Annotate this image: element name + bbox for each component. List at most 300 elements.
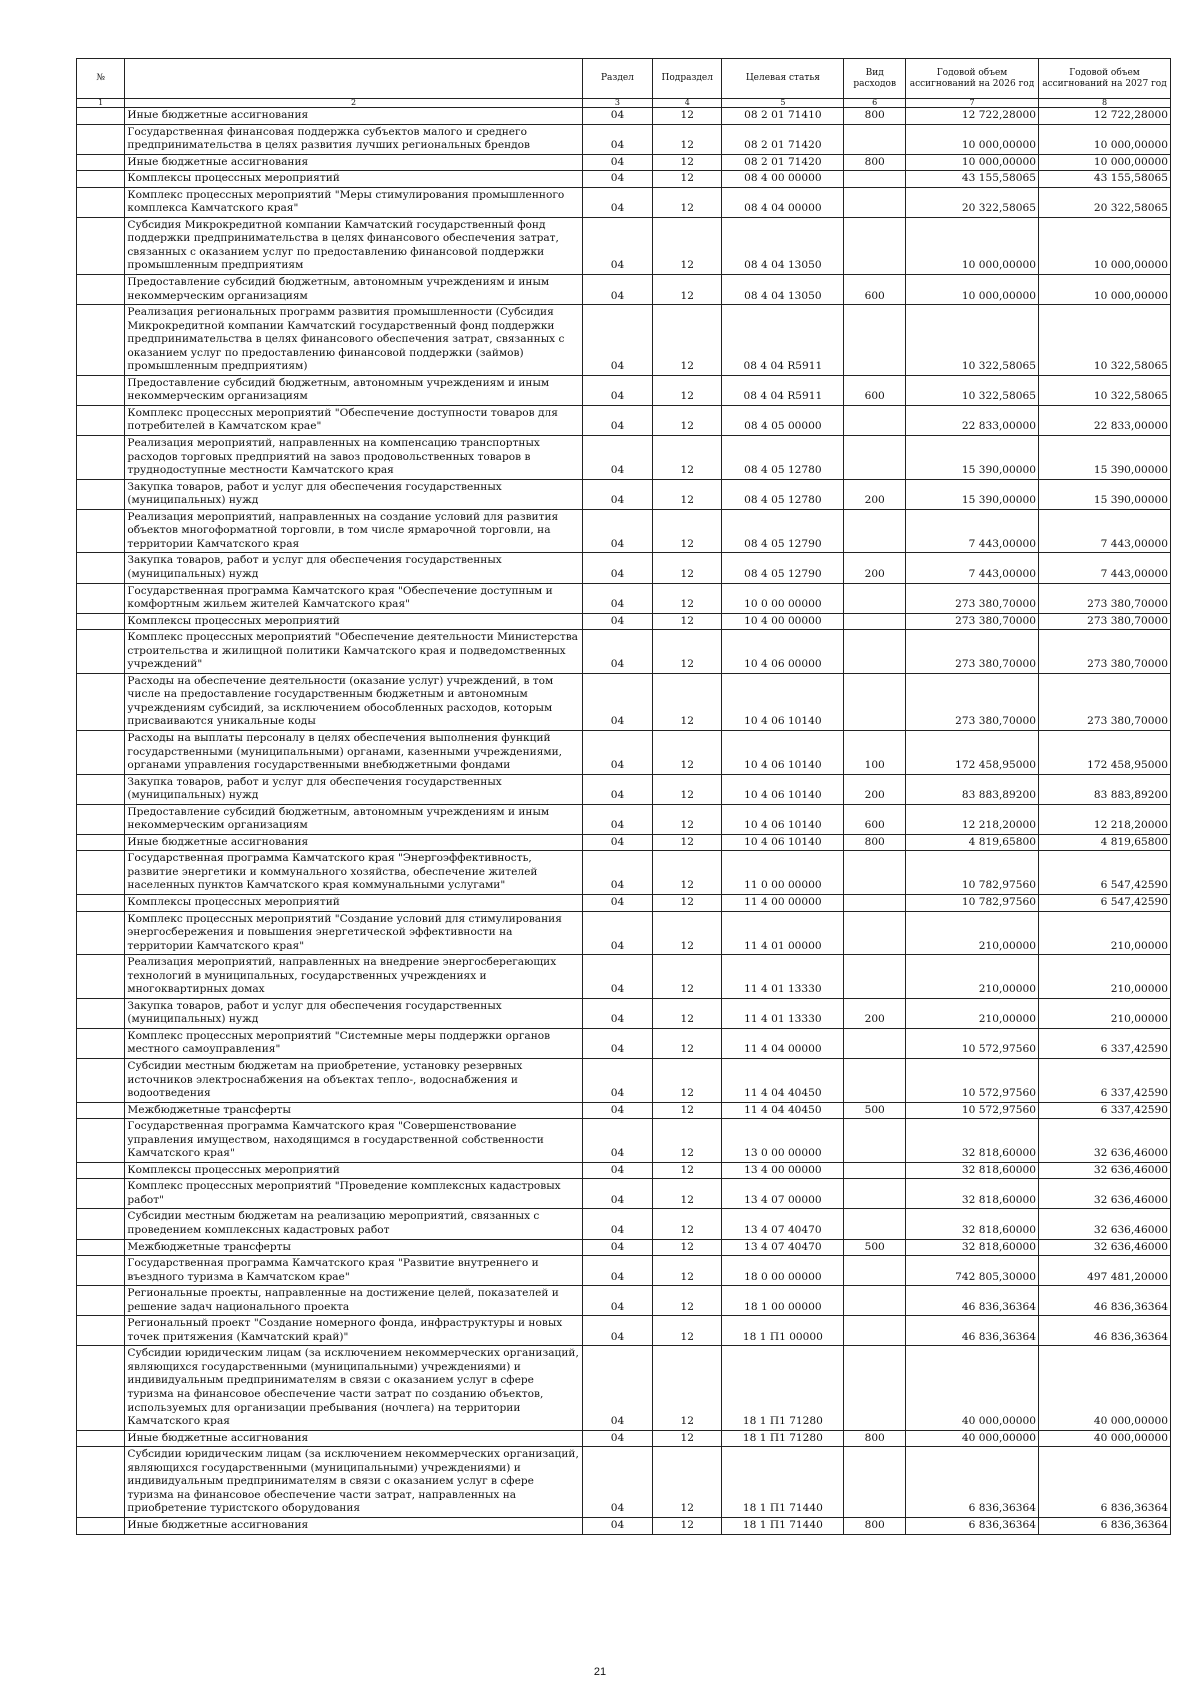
row-index xyxy=(77,1209,125,1239)
row-expense-type xyxy=(844,1346,906,1430)
row-podrazdel: 12 xyxy=(653,1447,722,1518)
row-volume-2027: 10 322,58065 xyxy=(1039,375,1171,405)
table-header-row xyxy=(77,59,1171,99)
table-row xyxy=(77,1447,1171,1518)
row-podrazdel: 12 xyxy=(653,774,722,804)
row-target-article: 18 1 П1 00000 xyxy=(722,1316,844,1346)
row-razdel: 04 xyxy=(582,630,652,674)
row-index xyxy=(77,217,125,274)
row-volume-2026: 6 836,36364 xyxy=(905,1517,1038,1534)
row-podrazdel: 12 xyxy=(653,171,722,188)
header-name xyxy=(125,59,582,99)
row-index xyxy=(77,774,125,804)
row-volume-2026: 6 836,36364 xyxy=(905,1447,1038,1518)
row-index xyxy=(77,1517,125,1534)
row-target-article: 18 1 00 00000 xyxy=(722,1286,844,1316)
row-expense-type: 800 xyxy=(844,154,906,171)
table-row xyxy=(77,673,1171,730)
row-volume-2026: 10 322,58065 xyxy=(905,375,1038,405)
row-volume-2026: 12 722,28000 xyxy=(905,108,1038,125)
row-expense-type xyxy=(844,124,906,154)
row-volume-2026: 20 322,58065 xyxy=(905,187,1038,217)
row-razdel: 04 xyxy=(582,1028,652,1058)
row-volume-2026: 10 322,58065 xyxy=(905,305,1038,376)
row-razdel: 04 xyxy=(582,405,652,435)
row-volume-2027: 6 337,42590 xyxy=(1039,1102,1171,1119)
row-index xyxy=(77,1059,125,1103)
table-row xyxy=(77,1162,1171,1179)
row-podrazdel: 12 xyxy=(653,1102,722,1119)
row-expense-type xyxy=(844,1179,906,1209)
row-volume-2027: 20 322,58065 xyxy=(1039,187,1171,217)
row-podrazdel: 12 xyxy=(653,851,722,895)
row-expense-type: 500 xyxy=(844,1239,906,1256)
table-row xyxy=(77,851,1171,895)
row-volume-2026: 43 155,58065 xyxy=(905,171,1038,188)
row-volume-2027: 15 390,00000 xyxy=(1039,479,1171,509)
row-volume-2027: 12 218,20000 xyxy=(1039,804,1171,834)
row-razdel: 04 xyxy=(582,305,652,376)
row-podrazdel: 12 xyxy=(653,1346,722,1430)
row-name: Предоставление субсидий бюджетным, автономным учреждениям и иным некоммерческим организациям xyxy=(125,375,582,405)
row-volume-2026: 12 218,20000 xyxy=(905,804,1038,834)
row-name: Комплекс процессных мероприятий "Меры стимулирования промышленного комплекса Камчатского края" xyxy=(125,187,582,217)
row-target-article: 10 4 06 10140 xyxy=(722,804,844,834)
table-body xyxy=(77,108,1171,1535)
table-row xyxy=(77,217,1171,274)
header-volume-2026: Годовой объем ассигнований на 2026 год xyxy=(905,59,1038,99)
row-volume-2027: 6 337,42590 xyxy=(1039,1028,1171,1058)
row-index xyxy=(77,1119,125,1163)
row-podrazdel: 12 xyxy=(653,1119,722,1163)
row-index xyxy=(77,108,125,125)
row-name: Комплекс процессных мероприятий "Проведение комплексных кадастровых работ" xyxy=(125,1179,582,1209)
row-name: Реализация мероприятий, направленных на компенсацию транспортных расходов торговых предприятий на завоз продовольственных товаров в труднодоступные местности Камчатского края xyxy=(125,436,582,480)
row-target-article: 08 4 00 00000 xyxy=(722,171,844,188)
row-volume-2027: 6 547,42590 xyxy=(1039,851,1171,895)
row-index xyxy=(77,1316,125,1346)
row-razdel: 04 xyxy=(582,1162,652,1179)
row-index xyxy=(77,405,125,435)
row-expense-type: 800 xyxy=(844,1517,906,1534)
row-podrazdel: 12 xyxy=(653,1256,722,1286)
header-expense-type: Вид расходов xyxy=(844,59,906,99)
row-expense-type: 200 xyxy=(844,553,906,583)
row-name: Иные бюджетные ассигнования xyxy=(125,1430,582,1447)
row-name: Предоставление субсидий бюджетным, автономным учреждениям и иным некоммерческим организациям xyxy=(125,804,582,834)
row-razdel: 04 xyxy=(582,730,652,774)
table-row xyxy=(77,955,1171,999)
row-volume-2026: 32 818,60000 xyxy=(905,1209,1038,1239)
row-razdel: 04 xyxy=(582,583,652,613)
row-podrazdel: 12 xyxy=(653,154,722,171)
row-name: Комплекс процессных мероприятий "Создание условий для стимулирования энергосбережения и повышения энергетической эффективности на территории Камчатского края" xyxy=(125,911,582,955)
row-expense-type xyxy=(844,509,906,553)
row-expense-type xyxy=(844,187,906,217)
row-target-article: 11 0 00 00000 xyxy=(722,851,844,895)
row-podrazdel: 12 xyxy=(653,834,722,851)
table-row xyxy=(77,1179,1171,1209)
row-podrazdel: 12 xyxy=(653,998,722,1028)
row-podrazdel: 12 xyxy=(653,436,722,480)
row-target-article: 11 4 01 13330 xyxy=(722,998,844,1028)
row-index xyxy=(77,834,125,851)
row-expense-type xyxy=(844,583,906,613)
row-index xyxy=(77,583,125,613)
column-number: 8 xyxy=(1039,99,1171,108)
row-podrazdel: 12 xyxy=(653,124,722,154)
row-podrazdel: 12 xyxy=(653,553,722,583)
row-volume-2027: 12 722,28000 xyxy=(1039,108,1171,125)
row-name: Субсидии местным бюджетам на приобретение, установку резервных источников электроснабжения на объектах тепло-, водоснабжения и водоотведения xyxy=(125,1059,582,1103)
column-number: 5 xyxy=(722,99,844,108)
row-razdel: 04 xyxy=(582,1102,652,1119)
budget-table xyxy=(76,58,1171,1535)
column-number: 7 xyxy=(905,99,1038,108)
page-number: 21 xyxy=(593,1666,607,1678)
row-volume-2027: 10 000,00000 xyxy=(1039,217,1171,274)
row-target-article: 08 4 05 12780 xyxy=(722,479,844,509)
table-row xyxy=(77,154,1171,171)
row-target-article: 11 4 01 13330 xyxy=(722,955,844,999)
table-row xyxy=(77,1256,1171,1286)
row-razdel: 04 xyxy=(582,1517,652,1534)
row-index xyxy=(77,1179,125,1209)
row-volume-2027: 4 819,65800 xyxy=(1039,834,1171,851)
row-volume-2027: 497 481,20000 xyxy=(1039,1256,1171,1286)
row-target-article: 18 1 П1 71280 xyxy=(722,1346,844,1430)
row-razdel: 04 xyxy=(582,1239,652,1256)
row-index xyxy=(77,998,125,1028)
row-volume-2027: 10 000,00000 xyxy=(1039,154,1171,171)
row-volume-2027: 43 155,58065 xyxy=(1039,171,1171,188)
row-podrazdel: 12 xyxy=(653,613,722,630)
row-podrazdel: 12 xyxy=(653,1286,722,1316)
row-podrazdel: 12 xyxy=(653,187,722,217)
row-expense-type xyxy=(844,1256,906,1286)
row-razdel: 04 xyxy=(582,509,652,553)
table-row xyxy=(77,998,1171,1028)
row-volume-2026: 273 380,70000 xyxy=(905,583,1038,613)
row-target-article: 18 1 П1 71440 xyxy=(722,1447,844,1518)
header-no: № xyxy=(77,59,125,99)
row-expense-type xyxy=(844,1286,906,1316)
table-row xyxy=(77,834,1171,851)
row-razdel: 04 xyxy=(582,998,652,1028)
row-expense-type xyxy=(844,1059,906,1103)
row-target-article: 13 4 07 00000 xyxy=(722,1179,844,1209)
row-podrazdel: 12 xyxy=(653,911,722,955)
row-expense-type xyxy=(844,955,906,999)
row-razdel: 04 xyxy=(582,375,652,405)
row-volume-2026: 10 000,00000 xyxy=(905,124,1038,154)
row-target-article: 18 0 00 00000 xyxy=(722,1256,844,1286)
row-expense-type xyxy=(844,1119,906,1163)
row-name: Региональный проект "Создание номерного фонда, инфраструктуры и новых точек притяжения (Камчатский край)" xyxy=(125,1316,582,1346)
row-index xyxy=(77,509,125,553)
row-name: Комплекс процессных мероприятий "Системные меры поддержки органов местного самоуправления" xyxy=(125,1028,582,1058)
row-target-article: 11 4 04 00000 xyxy=(722,1028,844,1058)
row-name: Государственная программа Камчатского края "Энергоэффективность, развитие энергетики и коммунального хозяйства, обеспечение жителей населенных пунктов Камчатского края коммунальными услугами" xyxy=(125,851,582,895)
row-index xyxy=(77,894,125,911)
row-volume-2026: 32 818,60000 xyxy=(905,1239,1038,1256)
row-name: Иные бюджетные ассигнования xyxy=(125,108,582,125)
row-volume-2027: 273 380,70000 xyxy=(1039,630,1171,674)
table-row xyxy=(77,375,1171,405)
row-volume-2027: 273 380,70000 xyxy=(1039,613,1171,630)
row-name: Государственная программа Камчатского края "Развитие внутреннего и въездного туризма в Камчатском крае" xyxy=(125,1256,582,1286)
row-index xyxy=(77,1102,125,1119)
header-razdel: Раздел xyxy=(582,59,652,99)
table-row xyxy=(77,583,1171,613)
row-volume-2026: 210,00000 xyxy=(905,911,1038,955)
row-target-article: 10 4 06 10140 xyxy=(722,673,844,730)
row-podrazdel: 12 xyxy=(653,509,722,553)
row-volume-2026: 10 000,00000 xyxy=(905,217,1038,274)
row-name: Государственная финансовая поддержка субъектов малого и среднего предпринимательства в целях развития лучших региональных брендов xyxy=(125,124,582,154)
row-podrazdel: 12 xyxy=(653,1162,722,1179)
row-volume-2027: 15 390,00000 xyxy=(1039,436,1171,480)
row-razdel: 04 xyxy=(582,851,652,895)
row-volume-2027: 40 000,00000 xyxy=(1039,1430,1171,1447)
row-volume-2026: 10 000,00000 xyxy=(905,154,1038,171)
row-index xyxy=(77,154,125,171)
row-target-article: 18 1 П1 71440 xyxy=(722,1517,844,1534)
row-index xyxy=(77,1256,125,1286)
row-podrazdel: 12 xyxy=(653,1059,722,1103)
row-name: Государственная программа Камчатского края "Обеспечение доступным и комфортным жильем жителей Камчатского края" xyxy=(125,583,582,613)
row-podrazdel: 12 xyxy=(653,479,722,509)
column-number: 2 xyxy=(125,99,582,108)
row-name: Закупка товаров, работ и услуг для обеспечения государственных (муниципальных) нужд xyxy=(125,553,582,583)
row-index xyxy=(77,955,125,999)
row-expense-type xyxy=(844,851,906,895)
row-podrazdel: 12 xyxy=(653,405,722,435)
row-expense-type xyxy=(844,1028,906,1058)
table-row xyxy=(77,911,1171,955)
row-volume-2026: 10 782,97560 xyxy=(905,851,1038,895)
row-index xyxy=(77,673,125,730)
row-index xyxy=(77,1346,125,1430)
row-volume-2027: 40 000,00000 xyxy=(1039,1346,1171,1430)
row-name: Иные бюджетные ассигнования xyxy=(125,154,582,171)
row-name: Иные бюджетные ассигнования xyxy=(125,834,582,851)
row-target-article: 13 4 07 40470 xyxy=(722,1209,844,1239)
column-number-row xyxy=(77,99,1171,108)
row-target-article: 10 4 06 00000 xyxy=(722,630,844,674)
row-target-article: 08 4 04 00000 xyxy=(722,187,844,217)
row-volume-2026: 210,00000 xyxy=(905,998,1038,1028)
row-target-article: 11 4 00 00000 xyxy=(722,894,844,911)
row-volume-2027: 7 443,00000 xyxy=(1039,553,1171,583)
row-podrazdel: 12 xyxy=(653,1517,722,1534)
row-name: Закупка товаров, работ и услуг для обеспечения государственных (муниципальных) нужд xyxy=(125,774,582,804)
table-row xyxy=(77,479,1171,509)
row-volume-2026: 15 390,00000 xyxy=(905,479,1038,509)
row-volume-2026: 40 000,00000 xyxy=(905,1430,1038,1447)
row-razdel: 04 xyxy=(582,171,652,188)
row-index xyxy=(77,124,125,154)
row-volume-2026: 10 782,97560 xyxy=(905,894,1038,911)
row-index xyxy=(77,1239,125,1256)
row-volume-2026: 15 390,00000 xyxy=(905,436,1038,480)
table-row xyxy=(77,509,1171,553)
table-row xyxy=(77,305,1171,376)
row-expense-type: 600 xyxy=(844,275,906,305)
row-index xyxy=(77,730,125,774)
row-expense-type xyxy=(844,405,906,435)
row-volume-2027: 32 636,46000 xyxy=(1039,1239,1171,1256)
row-volume-2026: 22 833,00000 xyxy=(905,405,1038,435)
row-target-article: 13 0 00 00000 xyxy=(722,1119,844,1163)
row-target-article: 10 4 06 10140 xyxy=(722,774,844,804)
row-target-article: 08 4 05 12780 xyxy=(722,436,844,480)
row-razdel: 04 xyxy=(582,154,652,171)
row-podrazdel: 12 xyxy=(653,630,722,674)
row-podrazdel: 12 xyxy=(653,673,722,730)
row-name: Реализация мероприятий, направленных на внедрение энергосберегающих технологий в муниципальных, государственных учреждениях и многоквартирных домах xyxy=(125,955,582,999)
row-razdel: 04 xyxy=(582,911,652,955)
row-volume-2027: 10 000,00000 xyxy=(1039,275,1171,305)
column-number: 3 xyxy=(582,99,652,108)
row-target-article: 13 4 00 00000 xyxy=(722,1162,844,1179)
row-volume-2027: 32 636,46000 xyxy=(1039,1179,1171,1209)
row-expense-type: 100 xyxy=(844,730,906,774)
row-razdel: 04 xyxy=(582,275,652,305)
table-row xyxy=(77,1102,1171,1119)
row-volume-2026: 742 805,30000 xyxy=(905,1256,1038,1286)
row-volume-2027: 32 636,46000 xyxy=(1039,1162,1171,1179)
row-name: Комплексы процессных мероприятий xyxy=(125,1162,582,1179)
row-razdel: 04 xyxy=(582,1286,652,1316)
table-row xyxy=(77,630,1171,674)
row-expense-type xyxy=(844,1209,906,1239)
row-volume-2027: 273 380,70000 xyxy=(1039,583,1171,613)
row-expense-type xyxy=(844,911,906,955)
table-row xyxy=(77,436,1171,480)
table-row xyxy=(77,1430,1171,1447)
row-razdel: 04 xyxy=(582,1209,652,1239)
header-volume-2027: Годовой объем ассигнований на 2027 год xyxy=(1039,59,1171,99)
row-target-article: 08 4 04 R5911 xyxy=(722,305,844,376)
row-name: Комплексы процессных мероприятий xyxy=(125,171,582,188)
row-name: Региональные проекты, направленные на достижение целей, показателей и решение задач национального проекта xyxy=(125,1286,582,1316)
row-name: Субсидии юридическим лицам (за исключением некоммерческих организаций, являющихся государственными (муниципальными) учреждениями) и индивидуальным предпринимателям в связи с оказанием услуг в сфере туризма на финансовое обеспечение части затрат, направленных на приобретение туристского оборудования xyxy=(125,1447,582,1518)
row-target-article: 08 2 01 71420 xyxy=(722,124,844,154)
row-name: Расходы на обеспечение деятельности (оказание услуг) учреждений, в том числе на предоставление государственным бюджетным и автономным учреждениям субсидий, за исключением обособленных расходов, которым присваиваются уникальные коды xyxy=(125,673,582,730)
row-podrazdel: 12 xyxy=(653,804,722,834)
row-target-article: 08 4 04 13050 xyxy=(722,275,844,305)
row-volume-2027: 210,00000 xyxy=(1039,955,1171,999)
row-expense-type xyxy=(844,630,906,674)
row-expense-type xyxy=(844,1447,906,1518)
row-razdel: 04 xyxy=(582,774,652,804)
row-podrazdel: 12 xyxy=(653,1028,722,1058)
row-name: Комплексы процессных мероприятий xyxy=(125,894,582,911)
table-row xyxy=(77,613,1171,630)
row-razdel: 04 xyxy=(582,217,652,274)
row-target-article: 10 4 06 10140 xyxy=(722,730,844,774)
row-volume-2027: 46 836,36364 xyxy=(1039,1316,1171,1346)
row-razdel: 04 xyxy=(582,1430,652,1447)
row-index xyxy=(77,1162,125,1179)
row-volume-2027: 83 883,89200 xyxy=(1039,774,1171,804)
row-volume-2027: 6 337,42590 xyxy=(1039,1059,1171,1103)
row-volume-2027: 172 458,95000 xyxy=(1039,730,1171,774)
row-target-article: 11 4 01 00000 xyxy=(722,911,844,955)
row-volume-2026: 32 818,60000 xyxy=(905,1119,1038,1163)
row-razdel: 04 xyxy=(582,1256,652,1286)
row-volume-2027: 210,00000 xyxy=(1039,998,1171,1028)
table-row xyxy=(77,730,1171,774)
row-volume-2027: 6 547,42590 xyxy=(1039,894,1171,911)
row-name: Реализация региональных программ развития промышленности (Субсидия Микрокредитной компании Камчатский государственный фонд поддержки предпринимательства в целях финансового обеспечения затрат, связанных с оказанием услуг по предоставлению финансовой поддержки (займов) промышленным предприятиям) xyxy=(125,305,582,376)
row-index xyxy=(77,275,125,305)
row-volume-2026: 273 380,70000 xyxy=(905,613,1038,630)
row-expense-type: 600 xyxy=(844,375,906,405)
row-razdel: 04 xyxy=(582,187,652,217)
table-row xyxy=(77,894,1171,911)
row-volume-2026: 46 836,36364 xyxy=(905,1316,1038,1346)
column-number: 6 xyxy=(844,99,906,108)
table-row xyxy=(77,774,1171,804)
row-name: Предоставление субсидий бюджетным, автономным учреждениям и иным некоммерческим организациям xyxy=(125,275,582,305)
row-expense-type: 800 xyxy=(844,1430,906,1447)
row-target-article: 08 2 01 71410 xyxy=(722,108,844,125)
row-index xyxy=(77,630,125,674)
table-row xyxy=(77,1239,1171,1256)
row-podrazdel: 12 xyxy=(653,305,722,376)
row-index xyxy=(77,1028,125,1058)
row-podrazdel: 12 xyxy=(653,955,722,999)
row-podrazdel: 12 xyxy=(653,217,722,274)
row-index xyxy=(77,171,125,188)
row-volume-2026: 273 380,70000 xyxy=(905,673,1038,730)
row-razdel: 04 xyxy=(582,673,652,730)
row-expense-type: 200 xyxy=(844,479,906,509)
row-index xyxy=(77,613,125,630)
row-podrazdel: 12 xyxy=(653,1179,722,1209)
row-name: Комплексы процессных мероприятий xyxy=(125,613,582,630)
row-podrazdel: 12 xyxy=(653,1316,722,1346)
table-row xyxy=(77,1209,1171,1239)
table-row xyxy=(77,1119,1171,1163)
row-target-article: 08 4 05 12790 xyxy=(722,553,844,583)
row-index xyxy=(77,375,125,405)
row-expense-type: 200 xyxy=(844,774,906,804)
row-target-article: 10 4 00 00000 xyxy=(722,613,844,630)
row-expense-type xyxy=(844,673,906,730)
row-target-article: 11 4 04 40450 xyxy=(722,1102,844,1119)
row-expense-type xyxy=(844,613,906,630)
row-index xyxy=(77,436,125,480)
row-index xyxy=(77,911,125,955)
table-row xyxy=(77,275,1171,305)
row-volume-2026: 172 458,95000 xyxy=(905,730,1038,774)
row-index xyxy=(77,305,125,376)
row-name: Межбюджетные трансферты xyxy=(125,1102,582,1119)
row-volume-2026: 10 572,97560 xyxy=(905,1102,1038,1119)
row-razdel: 04 xyxy=(582,1346,652,1430)
row-volume-2026: 7 443,00000 xyxy=(905,509,1038,553)
row-volume-2026: 4 819,65800 xyxy=(905,834,1038,851)
row-razdel: 04 xyxy=(582,124,652,154)
row-volume-2026: 46 836,36364 xyxy=(905,1286,1038,1316)
row-razdel: 04 xyxy=(582,1316,652,1346)
row-expense-type: 800 xyxy=(844,108,906,125)
table-row xyxy=(77,1059,1171,1103)
row-index xyxy=(77,1286,125,1316)
